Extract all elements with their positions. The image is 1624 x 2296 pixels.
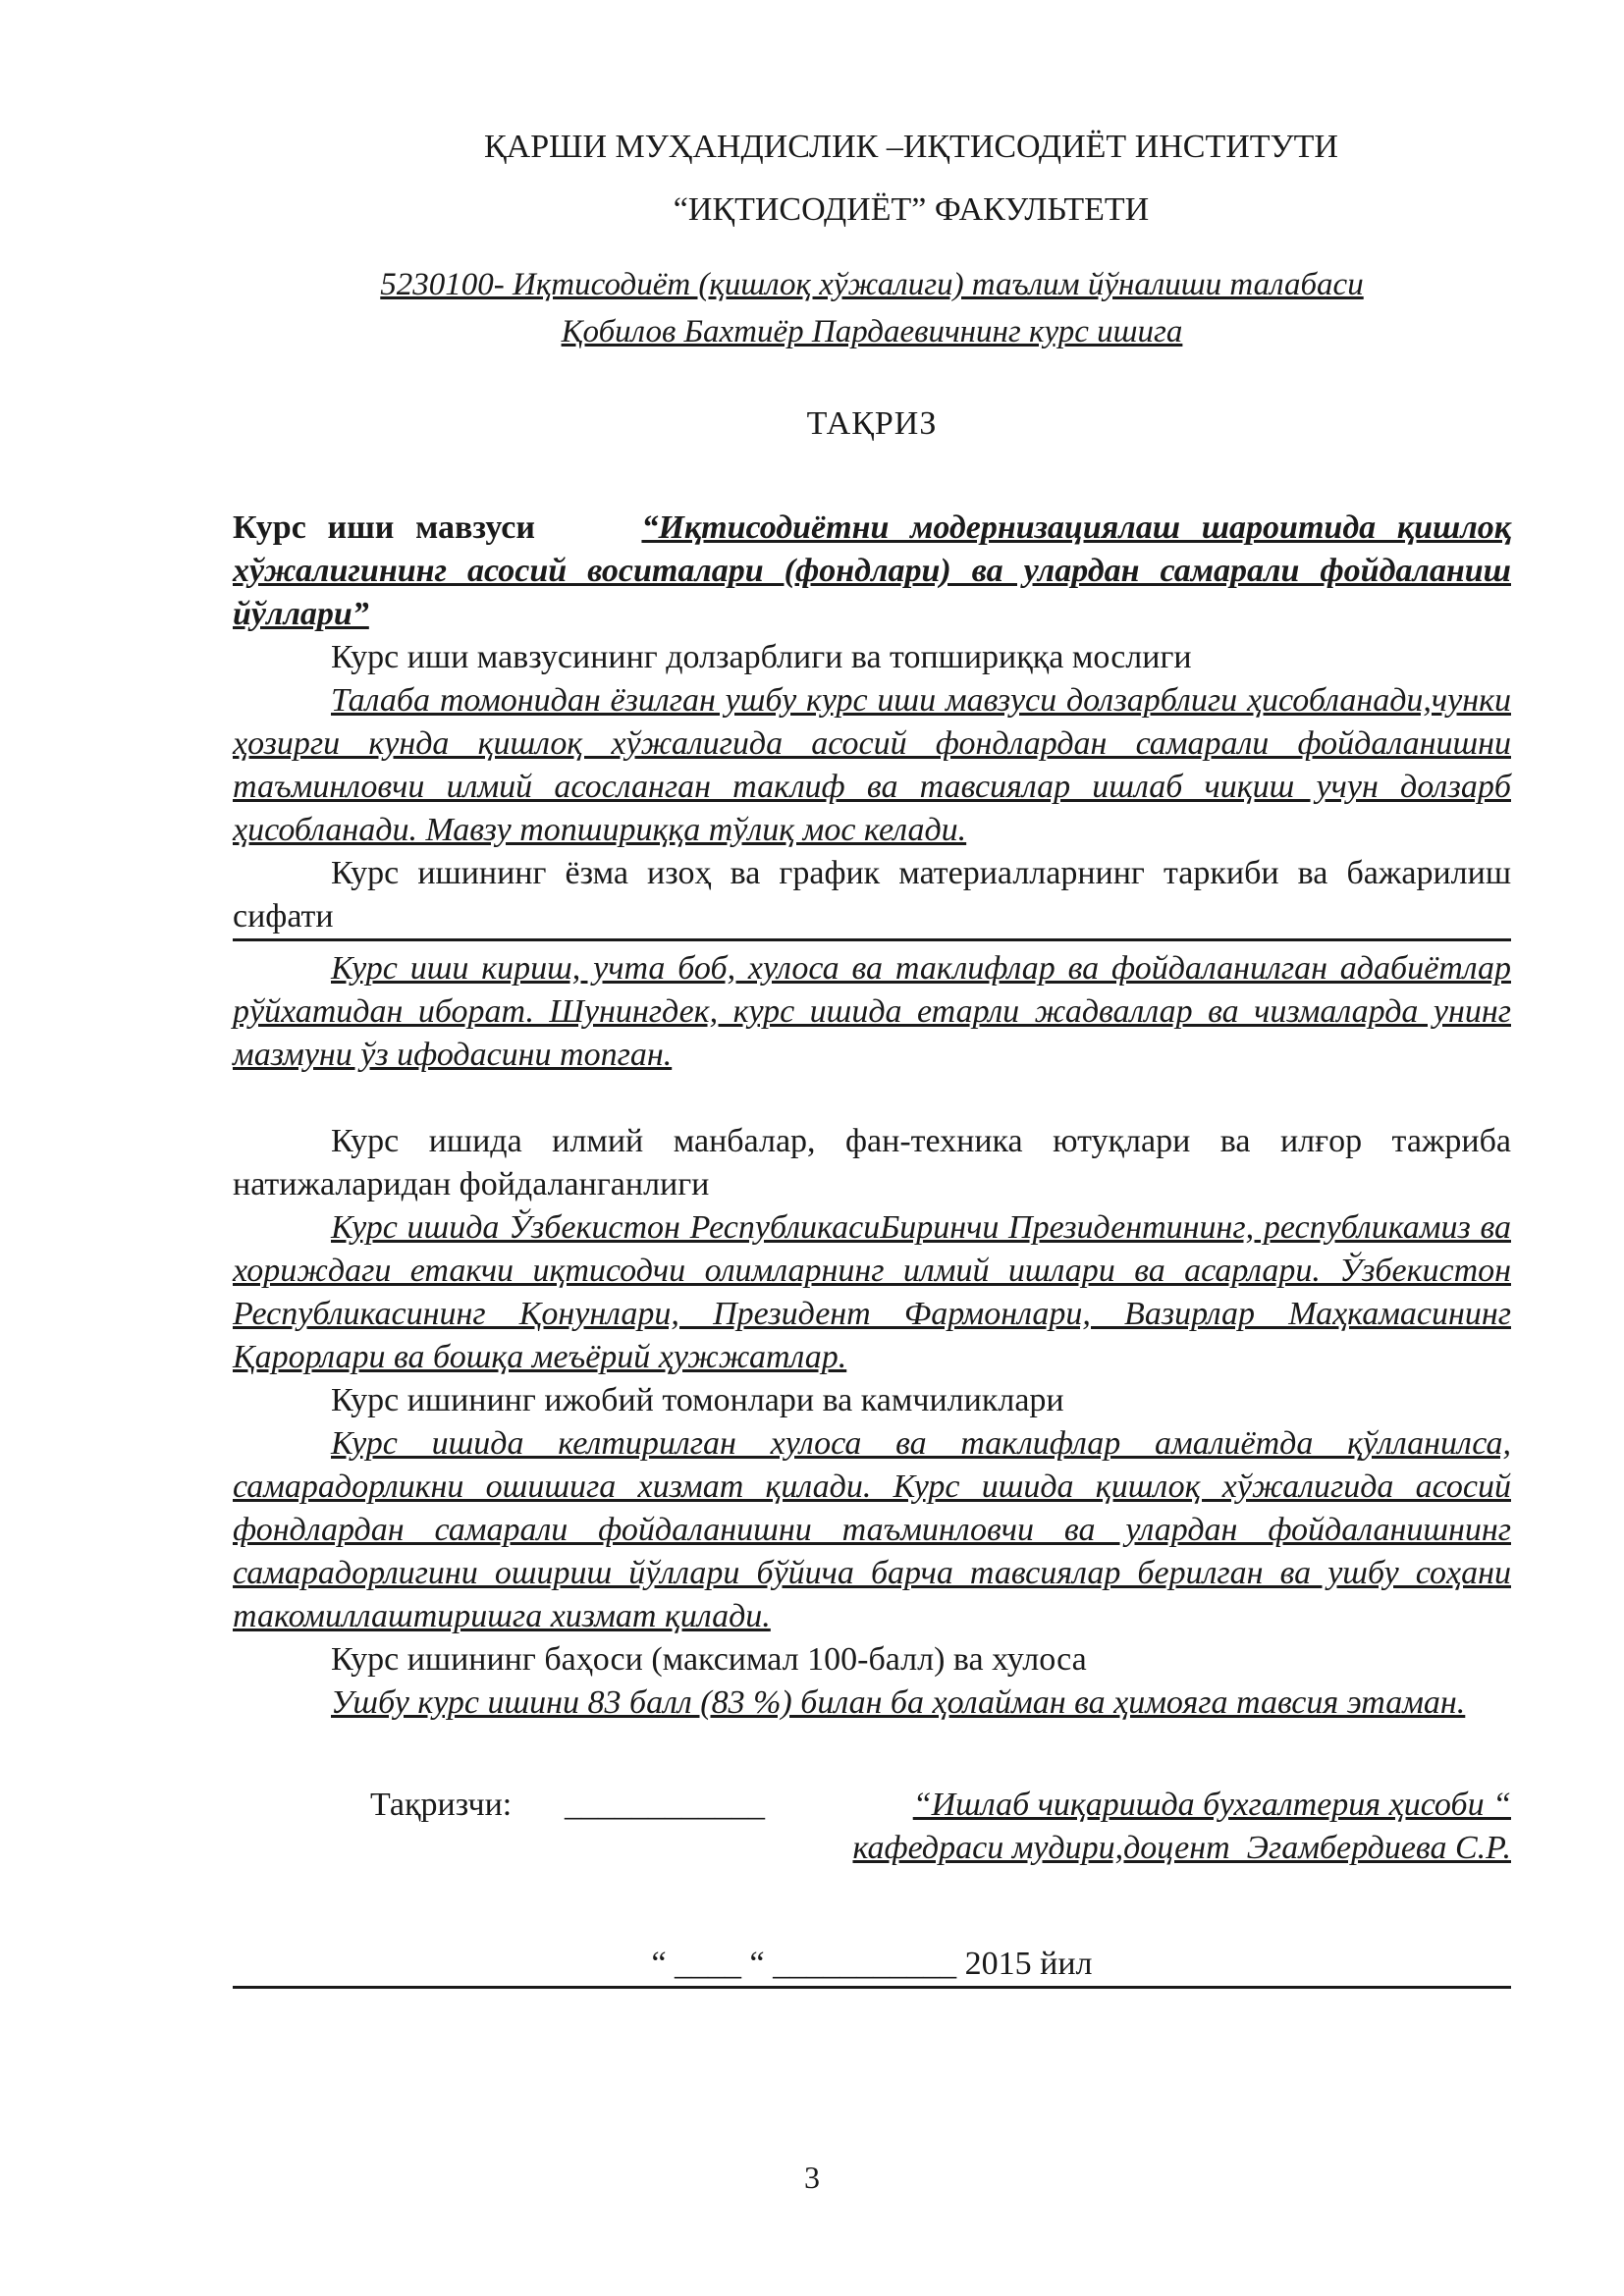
- institute-name: ҚАРШИ МУҲАНДИСЛИК –ИҚТИСОДИЁТ ИНСТИТУТИ: [484, 129, 1338, 165]
- section-2-heading: Курс ишининг ёзма изоҳ ва график материалларнинг таркиби ва бажарилиш сифати: [233, 855, 1511, 934]
- document-title: ТАҚРИЗ: [806, 405, 938, 442]
- document-content: [233, 116, 1511, 1989]
- student-line-1: 5230100- Иқтисодиёт (қишлоқ хўжалиги) таълим йўналиши талабаси: [380, 267, 1364, 302]
- section-5-body: Ушбу курс ишини 83 балл (83 %) билан ба ҳолайман ва ҳимояга тавсия этаман.: [331, 1684, 1466, 1721]
- faculty-name: “ИҚТИСОДИЁТ” ФАКУЛЬТЕТИ: [673, 191, 1150, 228]
- section-2-body: Курс иши кириш, учта боб, хулоса ва таклифлар ва фойдаланилган адабиётлар рўйхатидан иборат. Шунингдек, курс ишида етарли жадваллар ва чизмаларда унинг мазмуни ўз ифодасини топган.: [233, 950, 1511, 1073]
- signature-blank: ____________: [565, 1787, 765, 1823]
- reviewer-line-1: “Ишлаб чиқаришда бухгалтерия ҳисоби “: [912, 1787, 1511, 1823]
- date-line: “ ____ “ ___________ 2015 йил: [651, 1946, 1093, 1982]
- reviewer-details: [852, 1784, 1511, 1870]
- section-divider: [233, 938, 1511, 941]
- topic-text: “Иқтисодиётни модернизациялаш шароитида қишлоқ хўжалигининг асосий воситалари (фондлари) ва улардан самарали фойдаланиш йўллари”: [233, 509, 1512, 632]
- topic-label: Курс иши мавзуси: [233, 509, 535, 546]
- reviewer-label: Тақризчи:: [370, 1787, 513, 1823]
- student-info: [233, 261, 1511, 355]
- reviewer-line-2: кафедраси мудири,доцент_Эгамбердиева С.Р.: [852, 1830, 1511, 1866]
- section-4-body: Курс ишида келтирилган хулоса ва таклифлар амалиётда қўлланилса, самарадорликни ошишига хизмат қилади. Курс ишида қишлоқ хўжалигида асосий фондлардан самарали фойдаланишни таъминловчи ва улардан фойдаланишнинг самарадорлигини ошириш йўллари бўйича барча тавсиялар берилган ва ушбу соҳани такомиллаштиришга хизмат қилади.: [233, 1425, 1511, 1634]
- bottom-rule: [233, 1986, 1511, 1989]
- section-1-heading: Курс иши мавзусининг долзарблиги ва топшириққа мослиги: [331, 639, 1192, 675]
- section-4-heading: Курс ишининг ижобий томонлари ва камчиликлари: [331, 1382, 1064, 1418]
- section-5-heading: Курс ишининг баҳоси (максимал 100-балл) ва хулоса: [331, 1641, 1087, 1678]
- student-line-2: Қобилов Бахтиёр Пардаевичнинг курс ишига: [561, 314, 1183, 349]
- section-3-body: Курс ишида Ўзбекистон РеспубликасиБиринчи Президентининг, республикамиз ва хориждаги етакчи иқтисодчи олимларнинг илмий ишлари ва асарлари. Ўзбекистон Республикасининг Қонунлари, Президент Фармонлари, Вазирлар Маҳкамасининг Қарорлари ва бошқа меъёрий ҳужжатлар.: [233, 1209, 1511, 1375]
- page-number: 3: [804, 2160, 820, 2195]
- signature-block: [233, 1784, 1511, 1882]
- section-1-body: Талаба томонидан ёзилган ушбу курс иши мавзуси долзарблиги ҳисобланади,чунки ҳозирги кунда қишлоқ хўжалигида асосий фондлардан самарали фойдаланишни таъминловчи илмий асосланган таклиф ва тавсиялар ишлаб чиқиш учун долзарб ҳисобланади. Мавзу топшириққа тўлиқ мос келади.: [233, 682, 1511, 848]
- section-3-heading: Курс ишида илмий манбалар, фан-техника ютуқлари ва илғор тажриба натижаларидан фойдаланганлиги: [233, 1123, 1511, 1202]
- course-topic: [233, 507, 1511, 636]
